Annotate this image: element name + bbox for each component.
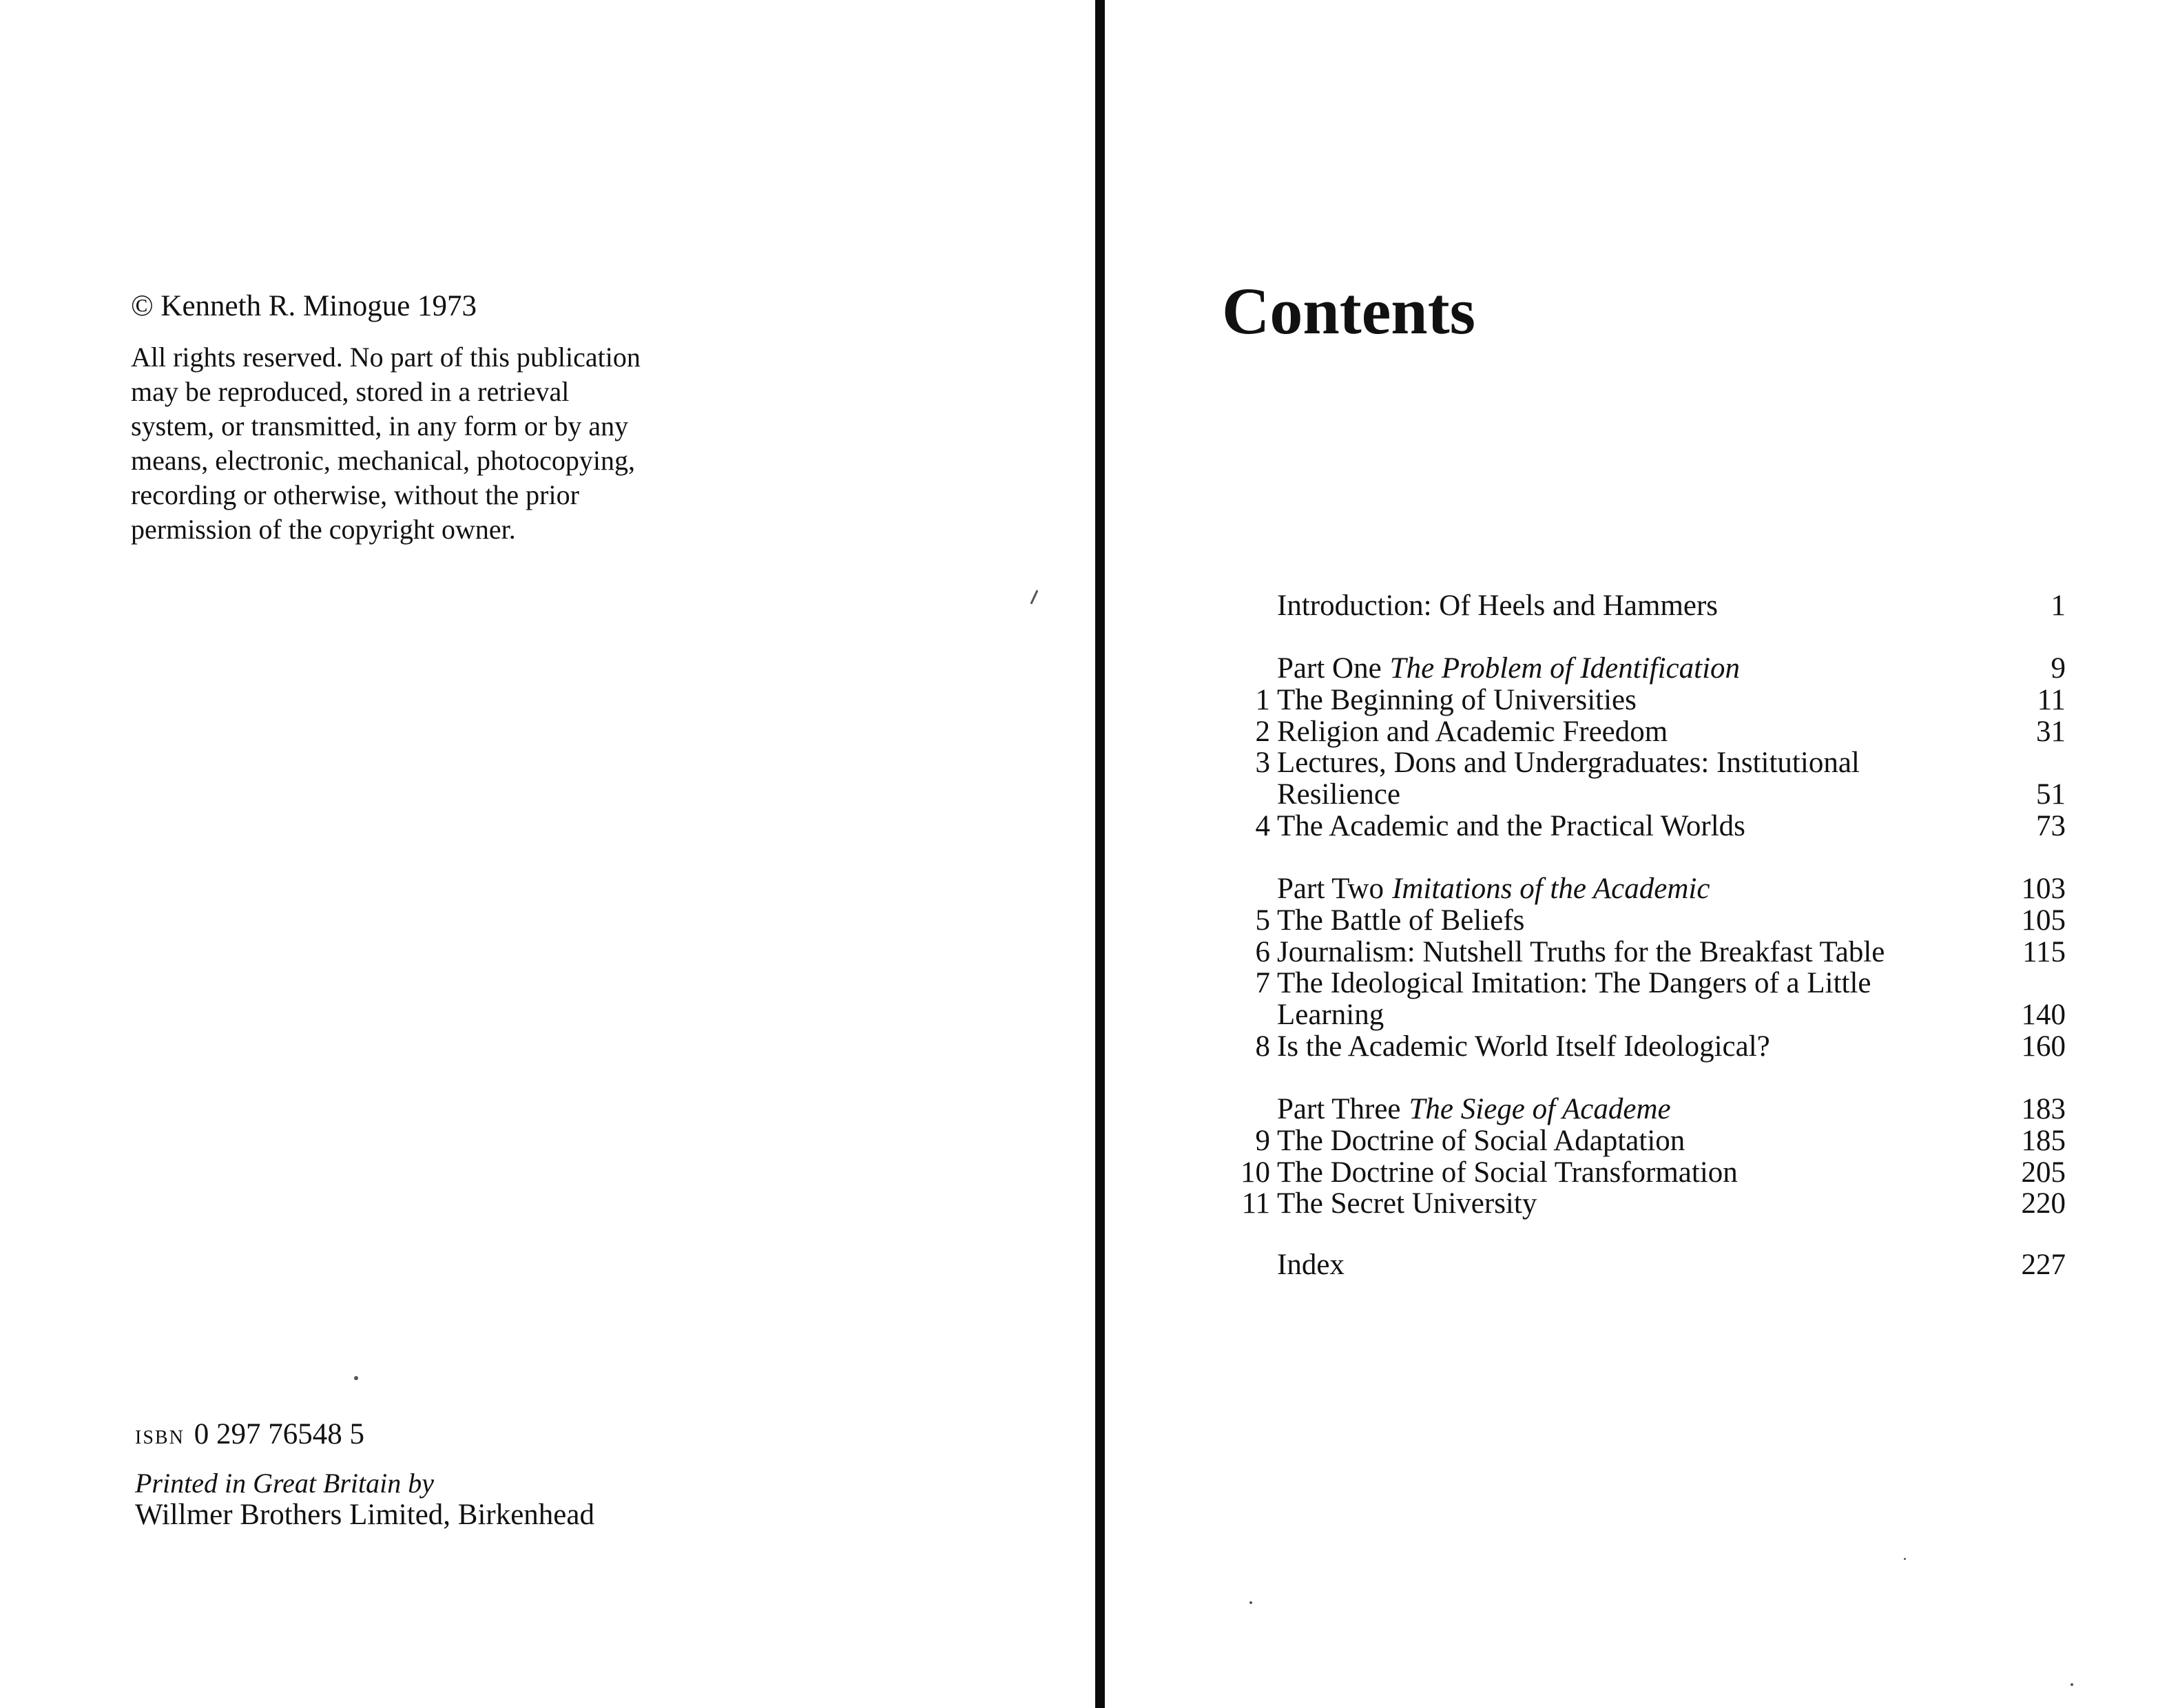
entry-title — [1277, 873, 1710, 905]
page-number: 1 — [2051, 590, 2066, 622]
entry-title-text: The Beginning of Universities — [1277, 684, 1637, 716]
chapter-number: 7 — [1255, 967, 1270, 999]
chapter-number: 5 — [1255, 904, 1270, 937]
page-speck — [1030, 590, 1038, 604]
entry-title-text: The Doctrine of Social Adaptation — [1277, 1125, 1685, 1157]
printed-in-line: Printed in Great Britain by — [135, 1468, 435, 1499]
page-number: 11 — [2037, 684, 2066, 716]
page-number: 9 — [2051, 652, 2066, 685]
toc-entry — [1105, 716, 2169, 748]
entry-title-text: Is the Academic World Itself Ideological? — [1277, 1030, 1770, 1063]
page-number: 183 — [2021, 1093, 2066, 1125]
entry-title-text: Journalism: Nutshell Truths for the Breakfast Table — [1277, 936, 1885, 968]
page-speck — [2071, 1683, 2073, 1686]
isbn-line — [135, 1417, 364, 1451]
page-number: 73 — [2036, 810, 2066, 842]
entry-title-text: The Doctrine of Social Transformation — [1277, 1156, 1738, 1189]
toc-entry — [1105, 1249, 2169, 1281]
entry-title-text: Part One — [1277, 652, 1382, 685]
chapter-number: 1 — [1255, 684, 1270, 716]
entry-title-text: Index — [1277, 1249, 1345, 1281]
toc-entry — [1105, 1094, 2169, 1125]
toc-entry — [1105, 811, 2169, 842]
table-of-contents — [1105, 0, 2169, 1708]
entry-title — [1277, 1249, 1345, 1281]
page-number: 205 — [2021, 1156, 2066, 1189]
isbn-label: ISBN — [135, 1427, 185, 1448]
entry-title — [1277, 716, 1668, 748]
toc-entry — [1105, 747, 2169, 779]
entry-title-text: Part Three — [1277, 1093, 1401, 1125]
toc-entry — [1105, 1157, 2169, 1189]
entry-title-text: The Academic and the Practical Worlds — [1277, 810, 1745, 842]
page-number: 105 — [2021, 904, 2066, 937]
toc-entry — [1105, 1031, 2169, 1063]
toc-entry — [1105, 968, 2169, 999]
part-subtitle: The Siege of Academe — [1409, 1093, 1671, 1125]
toc-entry — [1105, 779, 2169, 811]
entry-title — [1277, 590, 1718, 622]
page-number: 51 — [2036, 778, 2066, 811]
entry-title-text: Introduction: Of Heels and Hammers — [1277, 590, 1719, 622]
toc-entry — [1105, 937, 2169, 968]
entry-title-text: Lectures, Dons and Undergraduates: Institutional — [1277, 747, 1860, 779]
page-speck — [1249, 1601, 1252, 1604]
page-title: Contents — [1222, 274, 1476, 348]
rights-line: recording or otherwise, without the prior — [131, 479, 579, 510]
entry-title — [1277, 747, 1860, 779]
printer-name: Willmer Brothers Limited, Birkenhead — [135, 1499, 594, 1531]
entry-title — [1277, 937, 1885, 968]
toc-entry — [1105, 653, 2169, 685]
entry-title-text: Religion and Academic Freedom — [1277, 716, 1668, 748]
page-number: 103 — [2021, 873, 2066, 905]
entry-title-text: The Ideological Imitation: The Dangers of a Little — [1277, 967, 1871, 999]
rights-statement — [131, 340, 723, 547]
toc-entry — [1105, 685, 2169, 716]
entry-title — [1277, 1157, 1738, 1189]
entry-title — [1277, 1188, 1537, 1220]
page-number: 160 — [2021, 1030, 2066, 1063]
entry-title — [1277, 905, 1524, 937]
page-number: 115 — [2022, 936, 2066, 968]
rights-line: means, electronic, mechanical, photocopying, — [131, 445, 635, 476]
entry-title — [1277, 999, 1384, 1031]
page-number: 220 — [2021, 1187, 2066, 1220]
chapter-number: 6 — [1255, 936, 1270, 968]
chapter-number: 2 — [1255, 716, 1270, 748]
page-speck — [1904, 1558, 1906, 1560]
part-subtitle: The Problem of Identification — [1389, 652, 1741, 685]
chapter-number: 11 — [1241, 1187, 1270, 1220]
rights-line: may be reproduced, stored in a retrieval — [131, 376, 570, 407]
entry-title — [1277, 968, 1871, 999]
page-speck — [354, 1376, 358, 1380]
entry-title-text: The Secret University — [1277, 1187, 1537, 1220]
entry-title-text: Part Two — [1277, 873, 1384, 905]
toc-entry — [1105, 999, 2169, 1031]
toc-entry — [1105, 905, 2169, 937]
entry-title — [1277, 1125, 1685, 1157]
page-number: 185 — [2021, 1125, 2066, 1157]
contents-page — [1105, 0, 2169, 1708]
rights-line: All rights reserved. No part of this publication — [131, 342, 641, 373]
entry-title — [1277, 1094, 1671, 1125]
chapter-number: 4 — [1255, 810, 1270, 842]
entry-title-text: Resilience — [1277, 778, 1401, 811]
entry-title — [1277, 811, 1745, 842]
toc-entry — [1105, 873, 2169, 905]
rights-line: permission of the copyright owner. — [131, 514, 516, 545]
page-number: 31 — [2036, 716, 2066, 748]
page-number: 140 — [2021, 999, 2066, 1031]
toc-entry — [1105, 1125, 2169, 1157]
chapter-number: 10 — [1241, 1156, 1270, 1189]
entry-title-text: Learning — [1277, 999, 1384, 1031]
entry-title — [1277, 779, 1400, 811]
toc-entry — [1105, 1188, 2169, 1220]
rights-line: system, or transmitted, in any form or by any — [131, 410, 629, 441]
isbn-number: 0 297 76548 5 — [194, 1418, 365, 1450]
entry-title — [1277, 653, 1740, 685]
page-number: 227 — [2021, 1249, 2066, 1281]
toc-entry — [1105, 590, 2169, 622]
entry-title — [1277, 685, 1637, 716]
chapter-number: 3 — [1255, 747, 1270, 779]
chapter-number: 8 — [1255, 1030, 1270, 1063]
entry-title — [1277, 1031, 1770, 1063]
entry-title-text: The Battle of Beliefs — [1277, 904, 1525, 937]
chapter-number: 9 — [1255, 1125, 1270, 1157]
book-gutter — [1095, 0, 1105, 1708]
part-subtitle: Imitations of the Academic — [1392, 873, 1710, 905]
copyright-notice: © Kenneth R. Minogue 1973 — [131, 290, 477, 322]
